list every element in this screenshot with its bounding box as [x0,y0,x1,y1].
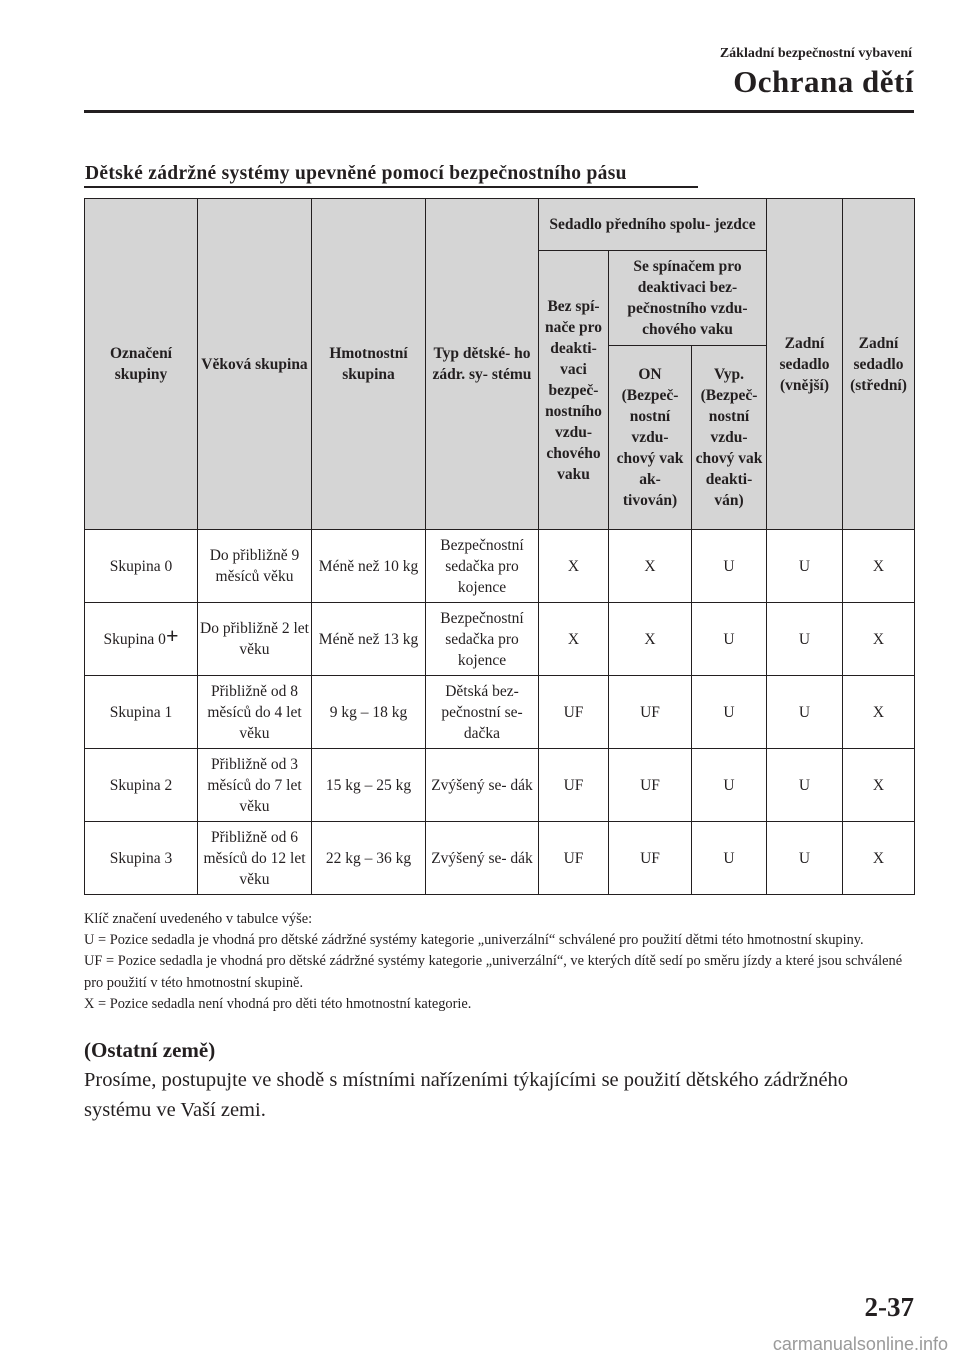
header-no-airbag-switch: Bez spí- nače pro deakti- vaci bezpeč- nostního vzdu- chového vaku [539,251,609,530]
value-cell: U [692,603,767,676]
chapter-title: Ochrana dětí [733,64,914,99]
group-cell: Skupina 0 [85,530,198,603]
type-cell: Dětská bez- pečnostní se- dačka [426,676,539,749]
body-paragraph: Prosíme, postupujte ve shodě s místními nařízeními týkajícími se použití dětského zádržného systému ve Vaší zemi. [84,1069,849,1121]
value-cell: U [692,530,767,603]
header-rear-center-seat: Zadní sedadlo (střední) [843,199,915,530]
value-cell: U [767,749,843,822]
weight-cell: Méně než 13 kg [312,603,426,676]
value-cell: U [692,749,767,822]
value-cell: X [843,749,915,822]
weight-cell: 15 kg – 25 kg [312,749,426,822]
section-header: Základní bezpečnostní vybavení [719,46,912,61]
legend-u: U = Pozice sedadla je vhodná pro dětské zádržné systémy kategorie „univerzální“ schválené pro použití dětmi této hmotnostní skupiny. [84,932,864,949]
table-row [85,530,915,603]
value-cell: X [539,530,609,603]
table-row [85,822,915,895]
header-weight: Hmotnostní skupina [312,199,426,530]
type-cell: Bezpečnostní sedačka pro kojence [426,603,539,676]
type-cell: Zvýšený se- dák [426,749,539,822]
value-cell: X [843,676,915,749]
value-cell: U [767,676,843,749]
table-row [85,676,915,749]
plus-icon: + [165,622,179,648]
header-divider [84,110,914,113]
group-cell: Skupina 1 [85,676,198,749]
header-airbag-on: ON (Bezpeč- nostní vzdu- chový vak ak- tivován) [609,346,692,530]
header-age: Věková skupina [198,199,312,530]
value-cell: U [692,676,767,749]
header-front-passenger-seat: Sedadlo předního spolu- jezdce [539,199,767,251]
value-cell: UF [539,749,609,822]
value-cell: UF [609,822,692,895]
header-airbag-off: Vyp. (Bezpeč- nostní vzdu- chový vak deakti- ván) [692,346,767,530]
age-cell: Přibližně od 6 měsíců do 12 let věku [198,822,312,895]
table-legend [84,909,914,1015]
section-title-underline [84,186,698,188]
child-seat-table [84,198,915,895]
type-cell: Zvýšený se- dák [426,822,539,895]
value-cell: X [843,603,915,676]
table-row [85,603,915,676]
value-cell: X [843,530,915,603]
age-cell: Přibližně od 3 měsíců do 7 let věku [198,749,312,822]
section-title: Dětské zádržné systémy upevněné pomocí bezpečnostního pásu [85,163,627,184]
header-restraint-type: Typ dětské- ho zádr. sy- stému [426,199,539,530]
age-cell: Do přibližně 2 let věku [198,603,312,676]
value-cell: X [609,530,692,603]
legend-intro: Klíč značení uvedeného v tabulce výše: [84,911,313,927]
value-cell: U [767,822,843,895]
value-cell: UF [609,676,692,749]
header-rear-outer-seat: Zadní sedadlo (vnější) [767,199,843,530]
group-cell: Skupina 3 [85,822,198,895]
header-with-airbag-switch: Se spínačem pro deaktivaci bez- pečnostního vzdu- chového vaku [609,251,767,346]
value-cell: UF [539,822,609,895]
subheading: (Ostatní země) [84,1038,216,1062]
weight-cell: 9 kg – 18 kg [312,676,426,749]
watermark: carmanualsonline.info [772,1334,948,1354]
header-group: Označení skupiny [85,199,198,530]
legend-uf: UF = Pozice sedadla je vhodná pro dětské zádržné systémy kategorie „univerzální“, ve kterých dítě sedí po směru jízdy a které jsou schválené pro použití v této hmotnostní skupině. [84,953,903,991]
body-text [84,1066,914,1125]
value-cell: U [767,603,843,676]
type-cell: Bezpečnostní sedačka pro kojence [426,530,539,603]
value-cell: X [843,822,915,895]
weight-cell: Méně než 10 kg [312,530,426,603]
weight-cell: 22 kg – 36 kg [312,822,426,895]
age-cell: Do přibližně 9 měsíců věku [198,530,312,603]
age-cell: Přibližně od 8 měsíců do 4 let věku [198,676,312,749]
value-cell: X [609,603,692,676]
value-cell: X [539,603,609,676]
value-cell: UF [609,749,692,822]
group-cell: Skupina 2 [85,749,198,822]
group-cell: Skupina 0+ [85,603,198,676]
value-cell: UF [539,676,609,749]
legend-x: X = Pozice sedadla není vhodná pro děti této hmotnostní kategorie. [84,995,472,1012]
value-cell: U [767,530,843,603]
page-number: 2-37 [864,1292,914,1322]
table-row [85,749,915,822]
value-cell: U [692,822,767,895]
